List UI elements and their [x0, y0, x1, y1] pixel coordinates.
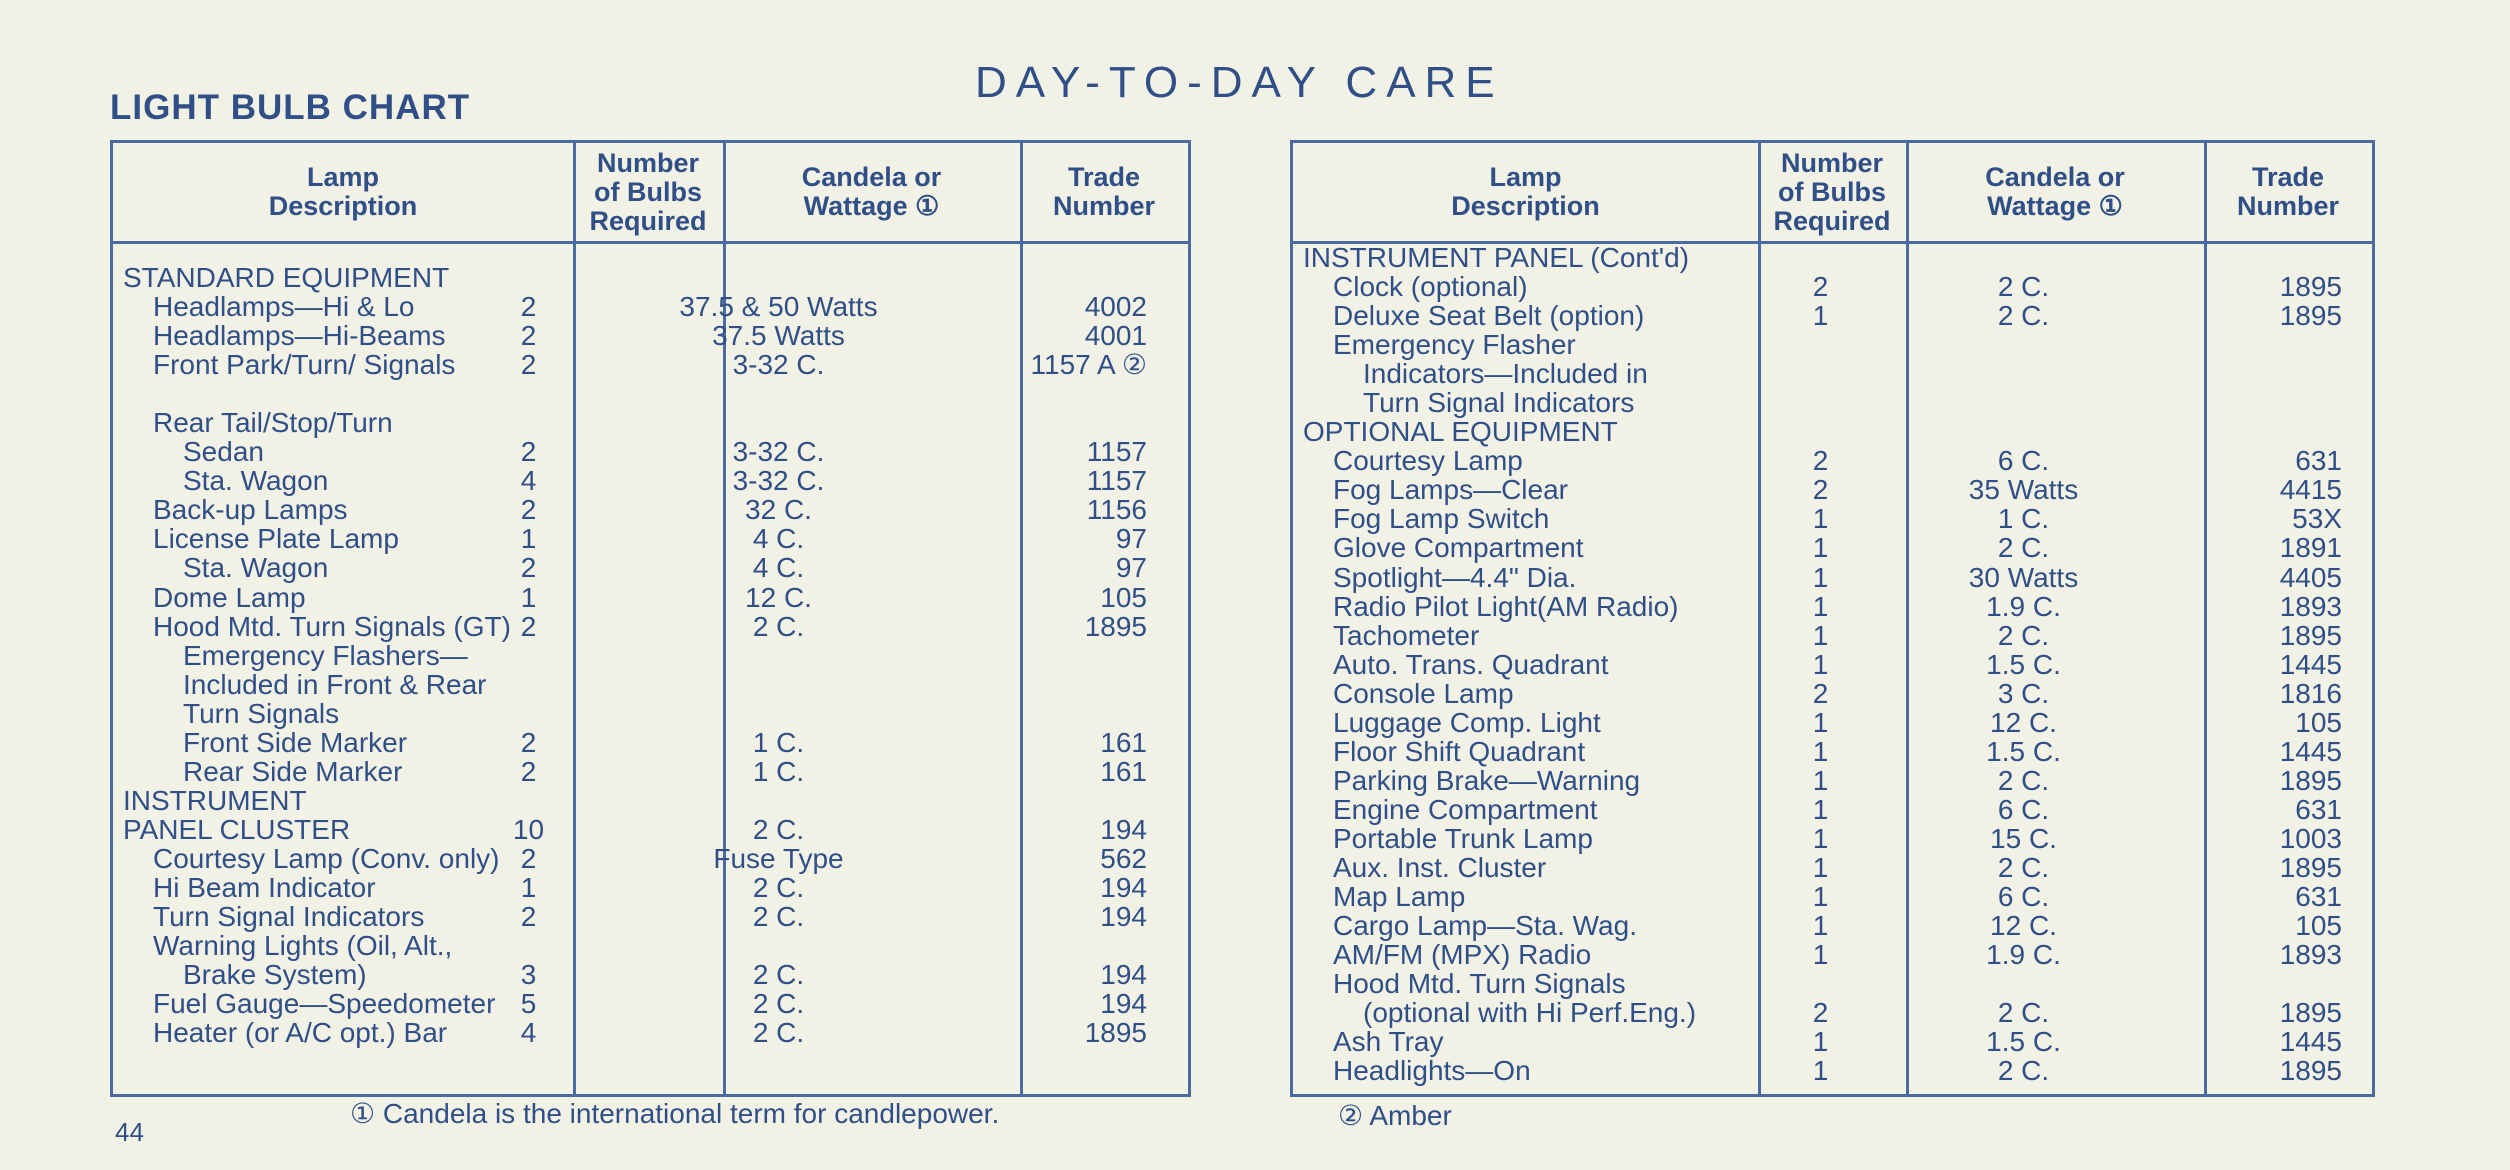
bulb-count: 1	[1812, 619, 1829, 651]
table-row	[113, 583, 1188, 612]
table-row	[113, 873, 1188, 902]
candela-wattage: 37.5 Watts	[712, 320, 845, 352]
bulb-count: 2	[520, 349, 537, 381]
candela-wattage: 2 C.	[752, 813, 805, 845]
lamp-description: Engine Compartment	[1333, 793, 1598, 825]
candela-wattage: 3-32 C.	[732, 436, 825, 468]
candela-wattage: Fuse Type	[713, 842, 844, 874]
bulb-count: 1	[1812, 764, 1829, 796]
candela-wattage: 6 C.	[1997, 793, 2050, 825]
lamp-description: Hood Mtd. Turn Signals	[1333, 968, 1626, 1000]
header-number-of-bulbs: Number of Bulbs Required	[589, 147, 707, 236]
lamp-description: Glove Compartment	[1333, 532, 1584, 564]
lamp-description: Cargo Lamp—Sta. Wag.	[1333, 910, 1637, 942]
table-row	[1293, 563, 2372, 592]
candela-wattage: 1.9 C.	[1986, 939, 2061, 971]
table-row	[113, 844, 1188, 873]
table-row	[113, 524, 1188, 553]
table-row	[1293, 388, 2372, 417]
lamp-description: Front Park/Turn/ Signals	[153, 349, 456, 381]
trade-number: 1895	[2279, 619, 2342, 651]
lamp-description: Luggage Comp. Light	[1333, 706, 1601, 738]
bulb-count: 1	[1812, 300, 1829, 332]
bulb-count: 4	[520, 465, 537, 497]
lamp-description: Hi Beam Indicator	[153, 871, 376, 903]
header-trade-number: Trade Number	[2236, 162, 2339, 221]
candela-wattage: 1 C.	[1997, 503, 2050, 535]
candela-wattage: 1.5 C.	[1986, 735, 2061, 767]
bulb-count: 1	[1812, 561, 1829, 593]
trade-number: 161	[1100, 726, 1147, 758]
trade-number: 53X	[2292, 503, 2342, 535]
trade-number: 1895	[2279, 300, 2342, 332]
table-row	[1293, 1027, 2372, 1056]
table-row	[113, 699, 1188, 728]
lamp-description: Courtesy Lamp (Conv. only)	[153, 842, 500, 874]
table-row	[113, 931, 1188, 960]
candela-wattage: 37.5 & 50 Watts	[679, 291, 878, 323]
lamp-description: Headlamps—Hi & Lo	[153, 291, 415, 323]
table-row	[1293, 359, 2372, 388]
table-row	[113, 263, 1188, 292]
table-row	[113, 292, 1188, 321]
lamp-description: Warning Lights (Oil, Alt.,	[153, 930, 453, 962]
table-row	[1293, 592, 2372, 621]
page-heading: DAY-TO-DAY CARE	[975, 58, 1504, 107]
table-row	[1293, 940, 2372, 969]
trade-number: 1895	[1084, 610, 1147, 642]
candela-wattage: 2 C.	[1997, 764, 2050, 796]
lamp-description: Headlamps—Hi-Beams	[153, 320, 446, 352]
candela-wattage: 12 C.	[1990, 706, 2057, 738]
bulb-count: 1	[1812, 706, 1829, 738]
bulb-count: 2	[1812, 997, 1829, 1029]
trade-number: 105	[1100, 581, 1147, 613]
lamp-description: Floor Shift Quadrant	[1333, 735, 1586, 767]
bulb-count: 2	[520, 610, 537, 642]
bulb-count: 2	[520, 494, 537, 526]
candela-wattage: 15 C.	[1990, 822, 2057, 854]
candela-wattage: 2 C.	[1997, 532, 2050, 564]
trade-number: 194	[1100, 871, 1147, 903]
bulb-count: 1	[1812, 910, 1829, 942]
lamp-description: Heater (or A/C opt.) Bar	[153, 1017, 448, 1049]
header-number-of-bulbs: Number of Bulbs Required	[1773, 147, 1891, 236]
lamp-description: AM/FM (MPX) Radio	[1333, 939, 1592, 971]
candela-wattage: 1.5 C.	[1986, 648, 2061, 680]
bulb-count: 1	[1812, 532, 1829, 564]
table-row	[1293, 533, 2372, 562]
table-row	[1293, 243, 2372, 272]
trade-number: 4002	[1084, 291, 1147, 323]
candela-wattage: 12 C.	[745, 581, 812, 613]
lamp-description: Parking Brake—Warning	[1333, 764, 1641, 796]
candela-wattage: 4 C.	[752, 523, 805, 555]
trade-number: 194	[1100, 959, 1147, 991]
table-row	[1293, 1056, 2372, 1085]
header-lamp-description: Lamp Description	[1451, 162, 1600, 221]
table-row	[1293, 766, 2372, 795]
lamp-description: Fog Lamps—Clear	[1333, 474, 1568, 506]
candela-wattage: 2 C.	[1997, 619, 2050, 651]
header-candela-wattage: Candela or Wattage ①	[801, 162, 942, 221]
table-row	[1293, 969, 2372, 998]
candela-wattage: 6 C.	[1997, 881, 2050, 913]
footnote-amber: ② Amber	[1338, 1100, 1452, 1131]
lamp-description: (optional with Hi Perf.Eng.)	[1363, 997, 1697, 1029]
trade-number: 1445	[2279, 735, 2342, 767]
trade-number: 1895	[2279, 997, 2342, 1029]
table-row	[1293, 301, 2372, 330]
table-row	[113, 960, 1188, 989]
lamp-description: Turn Signals	[183, 697, 340, 729]
lamp-description: Hood Mtd. Turn Signals (GT)	[153, 610, 511, 642]
table-row	[113, 757, 1188, 786]
trade-number: 1891	[2279, 532, 2342, 564]
table-body	[113, 263, 1188, 1047]
trade-number: 1895	[2279, 271, 2342, 303]
lamp-description: Turn Signal Indicators	[153, 901, 425, 933]
lamp-description: License Plate Lamp	[153, 523, 399, 555]
candela-wattage: 2 C.	[752, 959, 805, 991]
trade-number: 1157	[1086, 465, 1147, 497]
trade-number: 194	[1100, 813, 1147, 845]
bulb-count: 2	[520, 842, 537, 874]
lamp-description: INSTRUMENT	[123, 784, 307, 816]
bulb-count: 1	[520, 581, 537, 613]
table-row	[1293, 621, 2372, 650]
bulb-count: 4	[520, 1017, 537, 1049]
table-row	[113, 379, 1188, 408]
table-body	[1293, 243, 2372, 1085]
lamp-description: Sta. Wagon	[183, 552, 329, 584]
lamp-description: Portable Trunk Lamp	[1333, 822, 1593, 854]
lamp-description: Emergency Flashers—	[183, 639, 468, 671]
table-row	[113, 612, 1188, 641]
bulb-count: 2	[520, 901, 537, 933]
header-divider	[113, 241, 1188, 244]
table-row	[1293, 417, 2372, 446]
candela-wattage: 3-32 C.	[732, 465, 825, 497]
trade-number: 97	[1115, 552, 1147, 584]
lamp-description: Rear Tail/Stop/Turn	[153, 407, 393, 439]
trade-number: 1003	[2279, 822, 2342, 854]
trade-number: 1895	[2279, 851, 2342, 883]
trade-number: 1893	[2279, 939, 2342, 971]
table-row	[1293, 504, 2372, 533]
trade-number: 97	[1115, 523, 1147, 555]
lamp-description: Emergency Flasher	[1333, 329, 1576, 361]
table-row	[1293, 679, 2372, 708]
candela-wattage: 2 C.	[752, 610, 805, 642]
bulb-table-left	[110, 140, 1191, 1097]
lamp-description: Deluxe Seat Belt (option)	[1333, 300, 1645, 332]
bulb-count: 1	[1812, 1026, 1829, 1058]
table-row	[113, 728, 1188, 757]
table-row	[113, 786, 1188, 815]
table-row	[113, 408, 1188, 437]
table-row	[1293, 824, 2372, 853]
lamp-description: Turn Signal Indicators	[1363, 387, 1635, 419]
candela-wattage: 2 C.	[1997, 851, 2050, 883]
lamp-description: Included in Front & Rear	[183, 668, 487, 700]
table-row	[113, 321, 1188, 350]
bulb-count: 2	[520, 552, 537, 584]
candela-wattage: 32 C.	[745, 494, 812, 526]
trade-number: 1156	[1086, 494, 1147, 526]
trade-number: 631	[2295, 881, 2342, 913]
lamp-description: Aux. Inst. Cluster	[1333, 851, 1547, 883]
bulb-count: 1	[1812, 881, 1829, 913]
trade-number: 161	[1100, 755, 1147, 787]
lamp-description: Radio Pilot Light(AM Radio)	[1333, 590, 1679, 622]
header-trade-number: Trade Number	[1052, 162, 1155, 221]
lamp-description: Fog Lamp Switch	[1333, 503, 1550, 535]
lamp-description: STANDARD EQUIPMENT	[123, 262, 450, 293]
lamp-description: Front Side Marker	[183, 726, 408, 758]
candela-wattage: 3-32 C.	[732, 349, 825, 381]
lamp-description: Brake System)	[183, 959, 367, 991]
table-row	[1293, 650, 2372, 679]
trade-number: 631	[2295, 445, 2342, 477]
candela-wattage: 1.9 C.	[1986, 590, 2061, 622]
trade-number: 4415	[2279, 474, 2342, 506]
lamp-description: Spotlight—4.4" Dia.	[1333, 561, 1577, 593]
bulb-count: 2	[1812, 474, 1829, 506]
table-row	[1293, 882, 2372, 911]
table-row	[113, 815, 1188, 844]
chart-title: LIGHT BULB CHART	[110, 88, 471, 127]
table-row	[1293, 911, 2372, 940]
lamp-description: Sta. Wagon	[183, 465, 329, 497]
table-row	[113, 1018, 1188, 1047]
lamp-description: INSTRUMENT PANEL (Cont'd)	[1303, 242, 1690, 273]
candela-wattage: 2 C.	[1997, 271, 2050, 303]
trade-number: 105	[2295, 706, 2342, 738]
trade-number: 1157	[1086, 436, 1147, 468]
table-row	[1293, 737, 2372, 766]
trade-number: 562	[1100, 842, 1147, 874]
footnote-candela: ① Candela is the international term for candlepower.	[350, 1098, 1000, 1129]
trade-number: 1895	[2279, 764, 2342, 796]
trade-number: 1445	[2279, 1026, 2342, 1058]
lamp-description: Dome Lamp	[153, 581, 306, 613]
bulb-count: 1	[1812, 590, 1829, 622]
lamp-description: Tachometer	[1333, 619, 1480, 651]
bulb-count: 1	[1812, 648, 1829, 680]
trade-number: 1816	[2279, 677, 2342, 709]
table-row	[113, 670, 1188, 699]
bulb-count: 1	[520, 871, 537, 903]
lamp-description: Fuel Gauge—Speedometer	[153, 988, 496, 1020]
bulb-count: 1	[1812, 851, 1829, 883]
table-row	[1293, 998, 2372, 1027]
trade-number: 1157 A ②	[1030, 349, 1147, 381]
table-row	[1293, 475, 2372, 504]
trade-number: 631	[2295, 793, 2342, 825]
table-row	[113, 902, 1188, 931]
table-row	[113, 553, 1188, 582]
lamp-description: Auto. Trans. Quadrant	[1333, 648, 1609, 680]
table-row	[113, 989, 1188, 1018]
bulb-count: 1	[1812, 1055, 1829, 1087]
header-candela-wattage: Candela or Wattage ①	[1985, 162, 2125, 221]
bulb-count: 1	[1812, 939, 1829, 971]
bulb-count: 2	[520, 726, 537, 758]
trade-number: 105	[2295, 910, 2342, 942]
lamp-description: OPTIONAL EQUIPMENT	[1303, 416, 1618, 448]
bulb-count: 2	[520, 436, 537, 468]
table-row	[1293, 708, 2372, 737]
candela-wattage: 2 C.	[752, 1017, 805, 1049]
table-row	[113, 495, 1188, 524]
candela-wattage: 2 C.	[752, 901, 805, 933]
page-number: 44	[115, 1117, 144, 1147]
table-row	[113, 641, 1188, 670]
table-row	[113, 466, 1188, 495]
bulb-count: 2	[520, 291, 537, 323]
table-row	[1293, 272, 2372, 301]
candela-wattage: 35 Watts	[1968, 474, 2079, 506]
candela-wattage: 6 C.	[1997, 445, 2050, 477]
lamp-description: PANEL CLUSTER	[123, 813, 351, 845]
lamp-description: Courtesy Lamp	[1333, 445, 1523, 477]
lamp-description: Indicators—Included in	[1363, 358, 1648, 390]
trade-number: 1895	[2279, 1055, 2342, 1087]
bulb-count: 2	[520, 320, 537, 352]
lamp-description: Rear Side Marker	[183, 755, 403, 787]
table-row	[1293, 330, 2372, 359]
trade-number: 4405	[2279, 561, 2342, 593]
candela-wattage: 1.5 C.	[1986, 1026, 2061, 1058]
candela-wattage: 2 C.	[752, 871, 805, 903]
bulb-count: 10	[512, 813, 545, 845]
trade-number: 1895	[1084, 1017, 1147, 1049]
candela-wattage: 4 C.	[752, 552, 805, 584]
trade-number: 194	[1100, 988, 1147, 1020]
candela-wattage: 3 C.	[1997, 677, 2050, 709]
bulb-count: 5	[520, 988, 537, 1020]
bulb-count: 1	[1812, 822, 1829, 854]
candela-wattage: 2 C.	[1997, 300, 2050, 332]
lamp-description: Map Lamp	[1333, 881, 1466, 913]
table-row	[1293, 853, 2372, 882]
bulb-count: 2	[1812, 271, 1829, 303]
trade-number: 194	[1100, 901, 1147, 933]
trade-number: 1445	[2279, 648, 2342, 680]
bulb-count: 2	[1812, 677, 1829, 709]
bulb-count: 1	[1812, 735, 1829, 767]
candela-wattage: 2 C.	[1997, 1055, 2050, 1087]
bulb-table-right	[1290, 140, 2375, 1097]
candela-wattage: 1 C.	[752, 755, 805, 787]
table-row	[113, 350, 1188, 379]
lamp-description: Sedan	[183, 436, 264, 468]
lamp-description: Headlights—On	[1333, 1055, 1531, 1087]
table-row	[1293, 795, 2372, 824]
lamp-description: Back-up Lamps	[153, 494, 348, 526]
candela-wattage: 30 Watts	[1968, 561, 2079, 593]
table-row	[113, 437, 1188, 466]
candela-wattage: 2 C.	[1997, 997, 2050, 1029]
candela-wattage: 12 C.	[1990, 910, 2057, 942]
candela-wattage: 1 C.	[752, 726, 805, 758]
bulb-count: 3	[520, 959, 537, 991]
trade-number: 1893	[2279, 590, 2342, 622]
header-lamp-description: Lamp Description	[268, 162, 418, 221]
bulb-count: 2	[520, 755, 537, 787]
lamp-description: Console Lamp	[1333, 677, 1514, 709]
bulb-count: 1	[1812, 503, 1829, 535]
trade-number: 4001	[1084, 320, 1147, 352]
lamp-description: Clock (optional)	[1333, 271, 1528, 303]
candela-wattage: 2 C.	[752, 988, 805, 1020]
bulb-count: 1	[520, 523, 537, 555]
lamp-description: Ash Tray	[1333, 1026, 1444, 1058]
table-row	[1293, 446, 2372, 475]
bulb-count: 2	[1812, 445, 1829, 477]
bulb-count: 1	[1812, 793, 1829, 825]
